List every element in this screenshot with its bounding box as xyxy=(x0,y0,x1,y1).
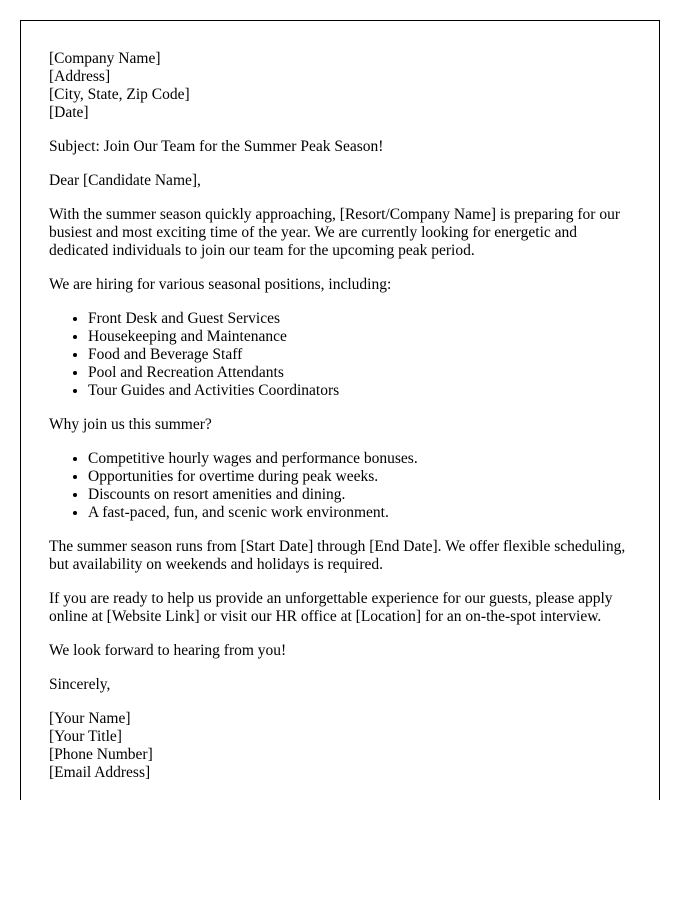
season-info-paragraph: The summer season runs from [Start Date] through [End Date]. We offer flexible scheduling, but availability on weekends and holidays is required. xyxy=(49,538,626,573)
sign-off: Sincerely, xyxy=(49,676,111,693)
sender-address-block xyxy=(49,50,631,122)
positions-intro: We are hiring for various seasonal positions, including: xyxy=(49,276,392,293)
why-heading: Why join us this summer? xyxy=(49,416,212,433)
list-item: • A fast-paced, fun, and scenic work environment. xyxy=(88,504,631,522)
list-item: • Tour Guides and Activities Coordinators xyxy=(88,382,631,400)
apply-info-paragraph: If you are ready to help us provide an unforgettable experience for our guests, please apply online at [Website Link] or visit our HR office at [Location] for an on-the-spot interview. xyxy=(49,590,613,625)
signer-email: [Email Address] xyxy=(49,764,151,781)
letter-page xyxy=(20,20,660,800)
list-item: • Front Desk and Guest Services xyxy=(88,310,631,328)
list-item: • Opportunities for overtime during peak weeks. xyxy=(88,468,631,486)
list-item: • Food and Beverage Staff xyxy=(88,346,631,364)
subject-line: Subject: Join Our Team for the Summer Peak Season! xyxy=(49,138,384,155)
company-name: [Company Name] xyxy=(49,50,161,67)
city-state-zip: [City, State, Zip Code] xyxy=(49,86,190,103)
signer-name: [Your Name] xyxy=(49,710,131,727)
benefits-list xyxy=(49,450,631,522)
intro-paragraph: With the summer season quickly approaching, [Resort/Company Name] is preparing for our busiest and most exciting time of the year. We are currently looking for energetic and dedicated individuals to join our team for the upcoming peak period. xyxy=(49,206,621,259)
signer-phone: [Phone Number] xyxy=(49,746,153,763)
letter-date: [Date] xyxy=(49,104,89,121)
company-address: [Address] xyxy=(49,68,111,85)
list-item: • Pool and Recreation Attendants xyxy=(88,364,631,382)
signature-block xyxy=(49,710,631,782)
list-item: • Housekeeping and Maintenance xyxy=(88,328,631,346)
positions-list xyxy=(49,310,631,400)
greeting: Dear [Candidate Name], xyxy=(49,172,201,189)
list-item: • Competitive hourly wages and performance bonuses. xyxy=(88,450,631,468)
list-item: • Discounts on resort amenities and dining. xyxy=(88,486,631,504)
closing-line: We look forward to hearing from you! xyxy=(49,642,287,659)
signer-title: [Your Title] xyxy=(49,728,122,745)
